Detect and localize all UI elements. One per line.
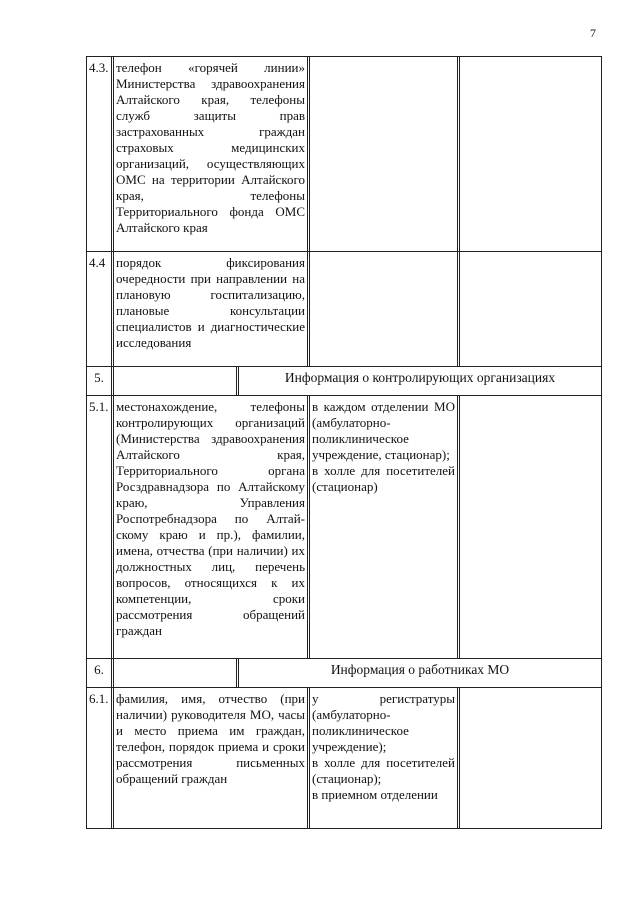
- section-title: Информация о работниках МО: [330, 662, 510, 677]
- section-row-5: [87, 367, 601, 396]
- row-extra: [460, 57, 601, 251]
- section-empty-cell: [114, 659, 239, 687]
- section-empty-cell: [114, 367, 239, 395]
- row-placement: в каждом отделении МО (амбулаторно-поликлиническое учреждение, стационар); в холле для посетителей (стационар): [310, 396, 460, 658]
- section-row-6: [87, 659, 601, 688]
- table-row-5-1: [87, 396, 601, 659]
- row-number: 6.1.: [87, 688, 114, 828]
- table-row-4-4: [87, 252, 601, 367]
- row-description: порядок фиксирования очередности при направлении на плановую госпитализацию, плановые консультации специалистов и диагностические исследования: [114, 252, 310, 366]
- row-extra: [460, 396, 601, 658]
- row-placement: [310, 57, 460, 251]
- row-placement: у регистратуры (амбулаторно-поликлиническое учреждение); в холле для посетителей (стационар); в приемном отделении: [310, 688, 460, 828]
- section-number: 6.: [87, 659, 114, 687]
- row-placement: [310, 252, 460, 366]
- page-number: 7: [590, 26, 596, 40]
- row-description: фамилия, имя, отчество (при наличии) руководителя МО, часы и место приема им граждан, телефон, порядок приема и сроки рассмотрения письменных обращений граждан: [114, 688, 310, 828]
- table-row-4-3: [87, 57, 601, 252]
- row-extra: [460, 688, 601, 828]
- row-description: телефон «горячей линии» Министерства здравоохранения Алтайского края, телефоны служб защиты прав застрахованных граждан страховых медицинских организаций, осуществляющих ОМС на территории Алтайского края, телефоны Территориального фонда ОМС Алтайского края: [114, 57, 310, 251]
- section-title: Информация о контролирующих организациях: [284, 370, 556, 385]
- row-number: 4.4: [87, 252, 114, 366]
- row-number: 5.1.: [87, 396, 114, 658]
- row-number: 4.3.: [87, 57, 114, 251]
- section-number: 5.: [87, 367, 114, 395]
- table-row-6-1: [87, 688, 601, 828]
- row-extra: [460, 252, 601, 366]
- row-description: местонахождение, телефоны контролирующих организаций (Министерства здравоохранения Алтайского края, Территориального органа Росздравнадзора по Алтайскому краю, Управления Роспотребнадзора по Алтай-скому краю и пр.), фамилии, имена, отчества (при наличии) их должностных лиц, перечень вопросов, относящихся к их компетенции, сроки рассмотрения обращений граждан: [114, 396, 310, 658]
- information-table: [86, 56, 602, 829]
